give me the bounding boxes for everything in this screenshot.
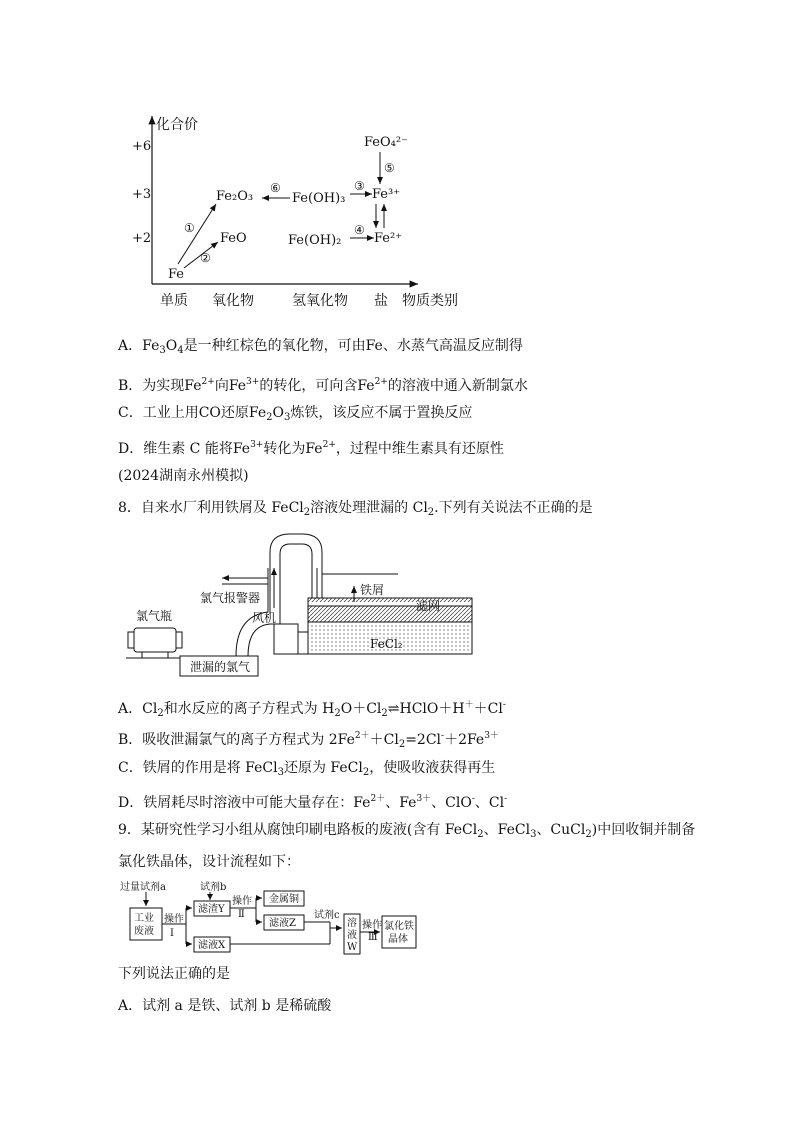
solution-w-label-3: W (347, 942, 358, 953)
q9-option-a: A．试剂 a 是铁、试剂 b 是稀硫酸 (118, 998, 332, 1014)
q9-question: 下列说法正确的是 (118, 966, 230, 982)
q7-option-d: D．维生素 C 能将$Fe^{3+}$转化为$Fe^{2+}$，过程中维生素具有还原性 (118, 440, 504, 457)
filtrate-z-label: 滤液Z (269, 918, 296, 929)
mark-2: ② (200, 251, 211, 265)
y-axis-label: 化合价 (156, 117, 198, 133)
scrap-label: 铁屑 (360, 583, 385, 597)
q8-option-a: A．$Cl_2$和水反应的离子方程式为 $H_2O+Cl_2\rightleftharpoons HClO+H^++Cl^-$ (118, 700, 506, 719)
op2-label: 操作 (232, 896, 252, 907)
q7-option-c: C．工业上用CO还原$Fe_2O_3$炼铁，该反应不属于置换反应 (118, 405, 473, 423)
cylinder-label: 氯气瓶 (136, 609, 173, 623)
q9-stem-line1: 9．某研究性学习小组从腐蚀印刷电路板的废液(含有 FeCl$_2$、FeCl$_3$、CuCl$_2$)中回收铜并制备 (118, 822, 696, 840)
chlorine-cylinder (126, 628, 184, 658)
q9-stem-line2: 氯化铁晶体，设计流程如下： (118, 854, 300, 870)
y-tick: +2 (132, 231, 152, 246)
q8-option-b: B．吸收泄漏氯气的离子方程式为 $2Fe^{2+}+Cl_2=2Cl^-+2Fe^{3+}$ (118, 731, 499, 750)
waste-label-2: 废液 (134, 926, 154, 937)
op1-label: 操作 (164, 914, 184, 925)
fan-label: 风机 (252, 611, 277, 625)
x-category: 物质类别 (402, 293, 458, 309)
mark-6: ⑥ (270, 181, 281, 195)
species-feoh3: Fe(OH)₃ (292, 191, 346, 206)
iron-valence-diagram (118, 108, 478, 310)
x-category: 单质 (160, 293, 188, 309)
filtrate-x-label: 滤液X (198, 940, 226, 951)
op2-roman: Ⅱ (238, 909, 245, 920)
crystal-label-1: 氯化铁 (384, 921, 414, 932)
q8-option-d: D．铁屑耗尽时溶液中可能大量存在：$Fe^{2+}$、$Fe^{3+}$、ClO-、Cl- (118, 794, 508, 811)
x-category: 氢氧化物 (292, 293, 348, 309)
species-feo4: FeO₄²⁻ (364, 135, 408, 150)
q8-option-c: C．铁屑的作用是将 FeCl$_3$还原为 FeCl$_2$，使吸收液获得再生 (118, 760, 496, 778)
species-fe2: Fe²⁺ (374, 231, 403, 246)
x-category: 氧化物 (212, 293, 254, 309)
copper-label: 金属铜 (269, 894, 299, 905)
q7-option-b: B．为实现$Fe^{2+}$向$Fe^{3+}$的转化，可向含$Fe^{2+}$的溶液中通入新制氯水 (118, 377, 528, 394)
reagent-c-label: 试剂c (314, 910, 340, 921)
q7-option-a: A．$Fe_3O_4$是一种红棕色的氧化物，可由Fe、水蒸气高温反应制得 (118, 338, 523, 356)
reagent-a-label: 过量试剂a (120, 882, 166, 893)
species-fe: Fe (168, 267, 185, 282)
mesh-label: 滤网 (416, 599, 441, 613)
reagent-b-label: 试剂b (200, 882, 227, 893)
species-fe2o3: Fe₂O₃ (216, 189, 254, 204)
species-fe3: Fe³⁺ (372, 187, 401, 202)
waste-label-1: 工业 (134, 913, 154, 924)
y-tick: +6 (132, 139, 152, 154)
chlorine-treatment-apparatus (118, 528, 480, 678)
op3-roman: Ⅲ (368, 932, 378, 943)
residue-y-label: 滤渣Y (198, 904, 225, 915)
fan (274, 624, 298, 654)
alarm-label: 氯气报警器 (200, 591, 261, 605)
solution-label: FeCl₂ (370, 637, 403, 651)
leak-label: 泄漏的氯气 (190, 660, 251, 674)
solution-w-label-2: 液 (347, 930, 357, 941)
filter-mesh (308, 606, 472, 622)
species-feoh2: Fe(OH)₂ (288, 233, 342, 248)
y-tick: +3 (132, 187, 152, 202)
op1-roman: Ⅰ (170, 928, 174, 939)
x-category: 盐 (374, 293, 388, 309)
op3-label: 操作 (362, 920, 382, 931)
recovery-flowchart (118, 878, 418, 958)
mark-4: ④ (354, 223, 365, 237)
mark-3: ③ (354, 179, 365, 193)
mark-1: ① (184, 221, 195, 235)
crystal-label-2: 晶体 (388, 934, 408, 945)
solution-w-label-1: 溶 (347, 918, 357, 929)
source-note: (2024湖南永州模拟) (118, 468, 249, 484)
species-feo: FeO (220, 231, 247, 246)
mark-5: ⑤ (384, 161, 395, 175)
q8-stem: 8．自来水厂利用铁屑及 FeCl$_2$溶液处理泄漏的 $Cl_2$.下列有关说法不正确的是 (118, 500, 593, 518)
